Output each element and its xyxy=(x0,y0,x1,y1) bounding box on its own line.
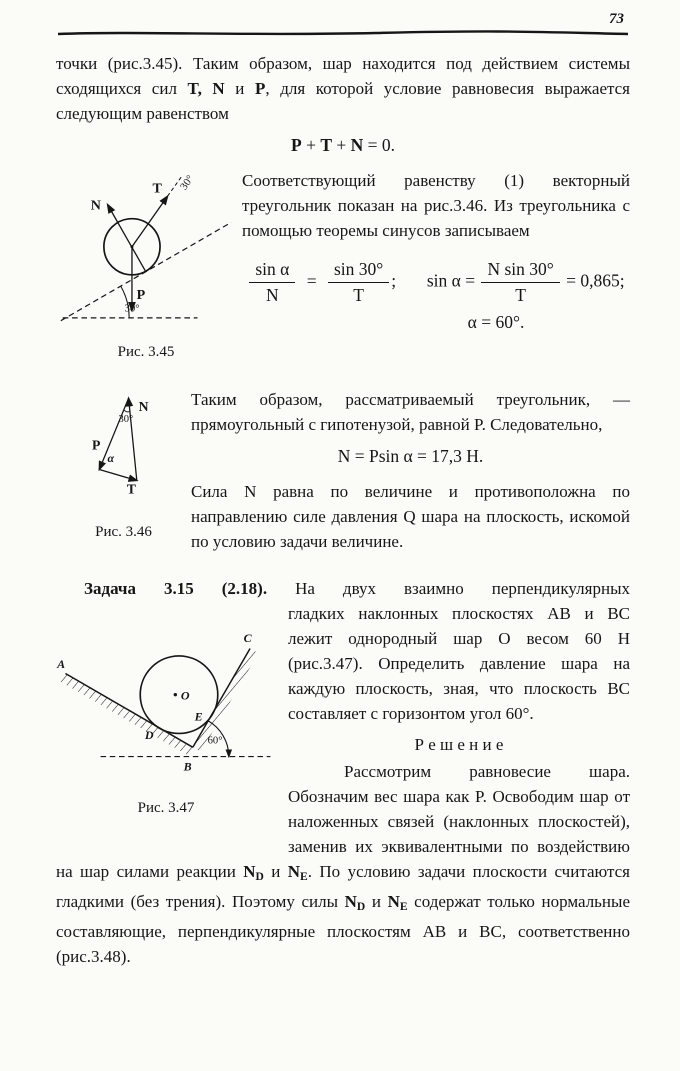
figure-345-caption: Рис. 3.45 xyxy=(117,344,175,360)
section-fig346-text xyxy=(191,387,630,554)
section-fig346 xyxy=(56,387,630,554)
angle-alpha-label: α xyxy=(107,451,114,466)
sine-theorem-paragraph: Соответствующий равенству (1) векторный треугольник показан на рис.3.46. Из треугольника с помощью теоремы синусов записываем xyxy=(242,171,630,240)
equals-sign: = xyxy=(306,270,317,291)
alpha-result: α = 60°. xyxy=(467,312,525,332)
figure-346-caption: Рис. 3.46 xyxy=(95,524,152,540)
ball-center-dot xyxy=(174,693,177,696)
figure-347-drawing xyxy=(56,607,278,787)
angle-label: 30° xyxy=(124,302,140,315)
section-fig345-text xyxy=(236,168,630,361)
vector-t-label: T xyxy=(126,481,136,497)
plane-ab-hatching xyxy=(61,673,193,755)
point-e-label: E xyxy=(194,709,203,724)
triangle-side-t xyxy=(99,470,136,481)
intro-paragraph: точки (рис.3.45). Таким образом, шар находится под действием системы сходящихся сил T, N и P, для которой условие равновесия выражается следующим равенством xyxy=(56,54,630,123)
solution-title: Р е ш е н и е xyxy=(414,735,504,754)
semicolon: ; xyxy=(391,270,397,291)
figure-346 xyxy=(56,387,191,554)
n-result-equation: N = Psin α = 17,3 Н. xyxy=(337,446,484,466)
figure-347-caption: Рис. 3.47 xyxy=(137,800,195,816)
task-first-line: Задача 3.15 (2.18). На двух взаимно перпендикулярных xyxy=(84,579,630,598)
point-a-label: A xyxy=(57,656,66,671)
section-fig345 xyxy=(56,168,630,361)
figure-346-drawing xyxy=(92,389,156,497)
page-header xyxy=(56,10,630,28)
triangle-paragraph: Таким образом, рассматриваемый треугольник, — прямоугольный с гипотенузой, равной P. Следовательно, xyxy=(191,390,630,434)
point-d-label: D xyxy=(144,728,154,742)
result-0865: = 0,865; xyxy=(566,270,625,291)
point-c-label: C xyxy=(243,631,252,646)
angle-30-label: 30° xyxy=(118,413,133,425)
figure-347 xyxy=(56,601,288,856)
force-n-arrow xyxy=(108,205,146,272)
force-n-label: N xyxy=(90,197,101,214)
string-angle-label: 30° xyxy=(177,173,197,193)
triangle-side-n xyxy=(128,398,136,480)
fraction-sina-n: $\frac{\text{sin α}}{N}$ xyxy=(247,259,297,306)
sine-formula-row xyxy=(242,259,630,306)
solution-paragraph: Рассмотрим равновесие шара. Обозначим вес шара как P. Освободим шар от наложенных связей (наклонных плоскостей), заменив их эквивалентными по воздействию на шар силами реакции $N_D$ и $N_E$. По условию задачи плоскости считаются гладкими (без трения). Поэтому силы $N_D$ и $N_E$ содержат только нормальные составляющие, перпендикулярные плоскостям AB и BC, соответственно (рис.3.48). xyxy=(56,762,630,966)
point-o-label: O xyxy=(180,688,190,703)
figure-345-drawing xyxy=(57,170,235,331)
force-q-paragraph: Сила N равна по величине и противоположна по направлению силе давления Q шара на плоскость, искомой по условию задачи величине. xyxy=(191,482,630,551)
force-t-arrow xyxy=(132,196,168,247)
vector-n-label: N xyxy=(138,399,149,414)
point-b-label: B xyxy=(183,759,192,774)
fraction-nsin30-t: $\frac{\text{N sin 30°}}{T}$ xyxy=(479,259,561,306)
page-number: 73 xyxy=(609,11,624,27)
figure-345 xyxy=(56,168,236,361)
task-rest-paragraph: гладких наклонных плоскостях AB и BC лежит однородный шар O весом 60 Н (рис.3.47). Определить давление шара на каждую плоскость, зная, что плоскость BC составляет с горизонтом угол 60°. xyxy=(288,604,630,723)
task-body xyxy=(56,601,630,969)
vector-p-label: P xyxy=(91,437,100,453)
force-t-label: T xyxy=(152,180,162,197)
angle-60-label: 60° xyxy=(207,735,223,747)
header-rule xyxy=(56,29,630,37)
force-p-label: P xyxy=(136,287,146,304)
plane-ab-edge xyxy=(65,673,192,747)
ball-circle xyxy=(140,656,218,734)
task-section xyxy=(56,576,630,969)
sina-equals: sin α = xyxy=(426,270,476,291)
equilibrium-equation: P + T + N = 0. xyxy=(290,135,396,155)
fraction-sin30-t: $\frac{\sin 30^\circ}{T}$ xyxy=(326,259,391,306)
